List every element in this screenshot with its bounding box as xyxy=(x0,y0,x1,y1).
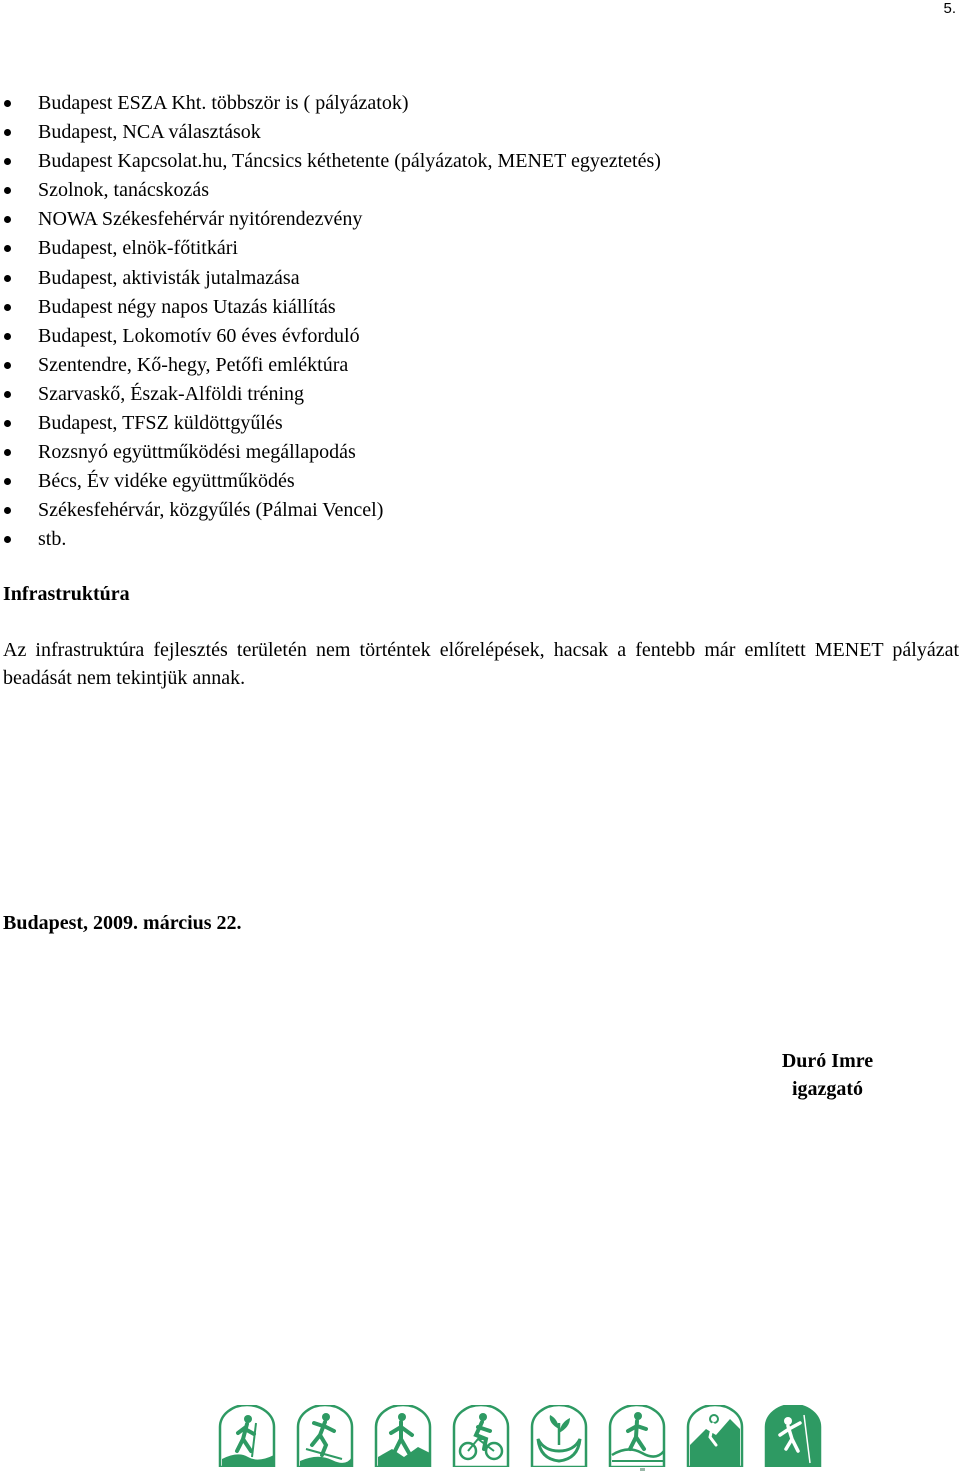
walker-icon xyxy=(374,1405,432,1467)
list-item xyxy=(0,293,661,322)
rock-climber-icon xyxy=(764,1405,822,1467)
list-item xyxy=(0,525,661,554)
bullet-icon xyxy=(4,333,11,340)
list-item xyxy=(0,205,661,234)
list-item xyxy=(0,322,661,351)
bullet-icon xyxy=(4,536,11,543)
list-item-text: Bécs, Év vidéke együttműködés xyxy=(38,470,295,493)
list-item-text: Szentendre, Kő-hegy, Petőfi emléktúra xyxy=(38,353,349,376)
page-number: 5. xyxy=(943,0,956,17)
bullet-icon xyxy=(4,304,11,311)
list-item xyxy=(0,467,661,496)
bullet-icon xyxy=(4,391,11,398)
list-item xyxy=(0,234,661,263)
list-item-text: Székesfehérvár, közgyűlés (Pálmai Vencel) xyxy=(38,499,384,522)
bullet-icon xyxy=(4,187,11,194)
list-item-text: Budapest, TFSZ küldöttgyűlés xyxy=(38,412,283,435)
list-item-text: stb. xyxy=(38,528,67,551)
list-item-text: Budapest, NCA választások xyxy=(38,121,261,144)
list-item xyxy=(0,351,661,380)
section-heading-infrastructure: Infrastruktúra xyxy=(3,583,130,605)
list-item-text: Szolnok, tanácskozás xyxy=(38,179,210,202)
bullet-icon xyxy=(4,420,11,427)
list-item xyxy=(0,264,661,293)
list-item-text: Budapest ESZA Kht. többször is ( pályázatok) xyxy=(38,92,409,114)
footer-logo-strip xyxy=(218,1405,822,1467)
bullet-icon xyxy=(4,245,11,252)
list-item xyxy=(0,409,661,438)
mountain-biker-icon xyxy=(608,1405,666,1467)
list-item xyxy=(0,176,661,205)
list-item-text: Budapest, Lokomotív 60 éves évforduló xyxy=(38,324,360,347)
date-line: Budapest, 2009. március 22. xyxy=(3,912,242,934)
activity-list xyxy=(0,89,661,555)
list-item-text: Rozsnyó együttműködési megállapodás xyxy=(38,441,356,464)
bullet-icon xyxy=(4,362,11,369)
skier-icon xyxy=(296,1405,354,1467)
climber-icon xyxy=(686,1405,744,1467)
bullet-icon xyxy=(4,100,11,107)
list-item-text: NOWA Székesfehérvár nyitórendezvény xyxy=(38,208,363,231)
hiker-icon xyxy=(218,1405,276,1467)
signatory-name: Duró Imre xyxy=(781,1050,874,1072)
list-item xyxy=(0,380,661,409)
bullet-icon xyxy=(4,478,11,485)
list-item-text: Budapest Kapcsolat.hu, Táncsics kéthetente (pályázatok, MENET egyeztetés) xyxy=(38,150,661,173)
decorative-mark xyxy=(640,1468,645,1471)
list-item-text: Budapest, elnök-főtitkári xyxy=(38,237,238,260)
list-item-text: Budapest, aktivisták jutalmazása xyxy=(38,266,300,289)
bullet-icon xyxy=(4,158,11,165)
infrastructure-paragraph: Az infrastruktúra fejlesztés területén nem történtek előrelépések, hacsak a fentebb már említett MENET pályázat beadását nem tekintjük annak. xyxy=(3,639,959,689)
bullet-icon xyxy=(4,216,11,223)
list-item xyxy=(0,89,661,118)
bullet-icon xyxy=(4,507,11,514)
signatory-title: igazgató xyxy=(791,1078,864,1100)
list-item-text: Budapest négy napos Utazás kiállítás xyxy=(38,295,336,318)
list-item-text: Szarvaskő, Észak-Alföldi tréning xyxy=(38,382,305,405)
bullet-icon xyxy=(4,449,11,456)
bullet-icon xyxy=(4,275,11,282)
signature-block xyxy=(760,1047,895,1103)
hands-plant-icon xyxy=(530,1405,588,1467)
list-item xyxy=(0,438,661,467)
list-item xyxy=(0,118,661,147)
list-item xyxy=(0,496,661,525)
list-item xyxy=(0,147,661,176)
cyclist-icon xyxy=(452,1405,510,1467)
bullet-icon xyxy=(4,129,11,136)
